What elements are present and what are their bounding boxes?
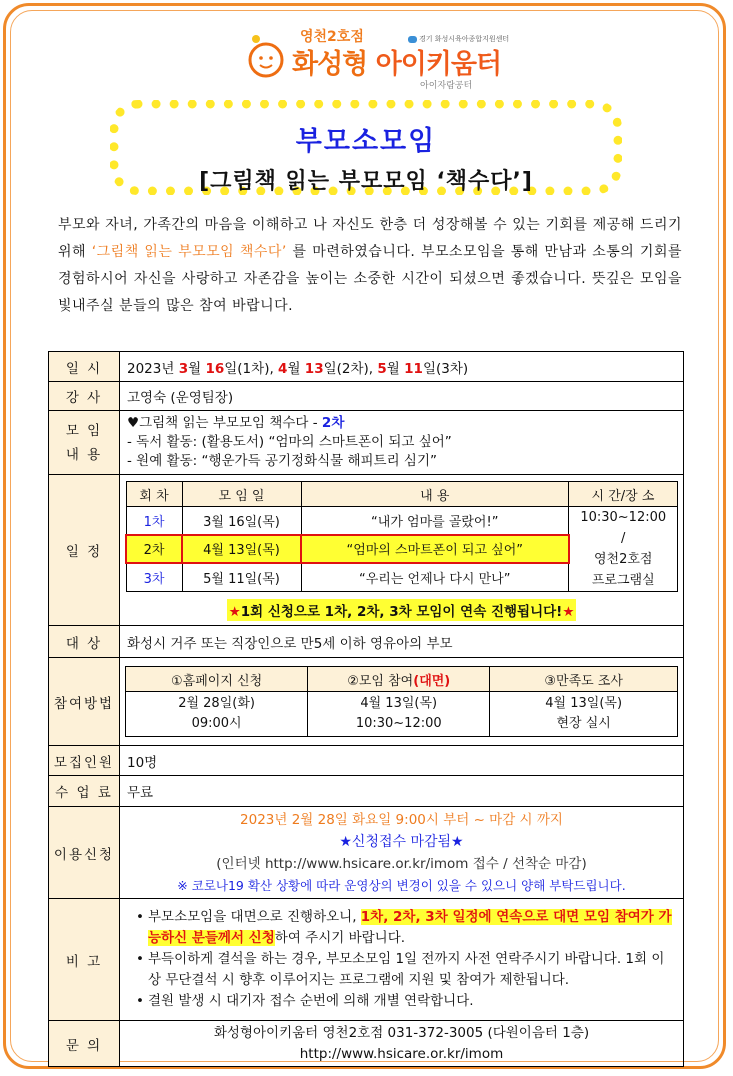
label-notes: 비 고 [49, 899, 120, 1021]
label-target: 대 상 [49, 626, 120, 658]
value-date: 2023년 3월 16일(1차), 4월 13일(2차), 5월 11일(3차) [120, 352, 684, 382]
row-date [49, 352, 684, 382]
label-fee: 수 업 료 [49, 776, 120, 807]
table-row: 3차 5월 11일(목) “우리는 언제나 다시 만나” [126, 563, 678, 591]
logo [244, 24, 510, 94]
list-item: • 부모소모임을 대면으로 진행하오니, 1차, 2차, 3차 일정에 연속으로 대면 모임 참여가 가능하신 분들께서 신청하여 주시기 바랍니다. [148, 907, 673, 949]
value-contact: 화성형아이키움터 영천2호점 031-372-3005 (다원이음터 1층) http://www.hsicare.or.kr/imom [120, 1021, 684, 1067]
row-apply [49, 807, 684, 899]
page-title: 부모소모임 [295, 126, 437, 157]
schedule-header-round: 회 차 [126, 482, 182, 507]
info-table [48, 351, 684, 1067]
value-lecturer: 고영숙 (운영팀장) [120, 382, 684, 411]
row-notes [49, 899, 684, 1021]
logo-branch: 영천2호점 [300, 29, 364, 45]
value-content: ♥그림책 읽는 부모모임 책수다 - 2차 - 독서 활동: (활용도서) “엄마의 스마트폰이 되고 싶어” - 원예 활동: “행운가득 공기정화식물 해피트리 심기” [120, 411, 684, 475]
label-recruit: 모집인원 [49, 746, 120, 776]
label-lecturer: 강 사 [49, 382, 120, 411]
method-table: ①홈페이지 신청 ②모임 참여(대면) ③만족도 조사 2월 28일(화) 09:00시 4월 13일(목) 10:30~12:00 4월 13일(목) 현장 실시 [125, 666, 678, 737]
label-schedule: 일 정 [49, 475, 120, 626]
label-method: 참여방법 [49, 658, 120, 746]
row-lecturer [49, 382, 684, 411]
schedule-header-content: 내 용 [301, 482, 569, 507]
row-contact [49, 1021, 684, 1067]
label-date: 일 시 [49, 352, 120, 382]
value-fee: 무료 [120, 776, 684, 807]
list-item: • 부득이하게 결석을 하는 경우, 부모소모임 1일 전까지 사전 연락주시기 바랍니다. 1회 이상 무단결석 시 향후 이루어지는 프로그램에 지원 및 참여가 제한됩니다. [148, 949, 673, 991]
schedule-notice: ★1회 신청으로 1차, 2차, 3차 모임이 연속 진행됩니다!★ [125, 599, 678, 621]
value-recruit: 10명 [120, 746, 684, 776]
value-schedule [120, 475, 684, 626]
schedule-header-time: 시 간/장 소 [569, 482, 678, 507]
row-fee [49, 776, 684, 807]
row-content [49, 411, 684, 475]
intro-highlight: ‘그림책 읽는 부모모임 책수다’ [91, 244, 287, 260]
title-box [110, 100, 622, 195]
notes-list [134, 907, 673, 1012]
logo-sub: 아이자람공터 [420, 81, 473, 91]
schedule-header-date: 모 임 일 [182, 482, 301, 507]
logo-name: 화성형 아이키움터 [292, 49, 502, 80]
value-target: 화성시 거주 또는 직장인으로 만5세 이하 영유아의 부모 [120, 626, 684, 658]
list-item: • 결원 발생 시 대기자 접수 순번에 의해 개별 연락합니다. [148, 991, 673, 1012]
row-recruit [49, 746, 684, 776]
label-apply: 이용신청 [49, 807, 120, 899]
table-row: 1차 3월 16일(목) “내가 엄마를 골랐어!” 10:30~12:00 / 영천2호점 프로그램실 [126, 507, 678, 535]
value-apply: 2023년 2월 28일 화요일 9:00시 부터 ~ 마감 시 까지 ★신청접수 마감됨★ (인터넷 http://www.hsicare.or.kr/imom 접수 / 선착순 마감) ※ 코로나19 확산 상황에 따라 운영상의 변경이 있을 수 있으니 양해 부탁드립니다. [120, 807, 684, 899]
value-method [120, 658, 684, 746]
contact-link[interactable]: http://www.hsicare.or.kr/imom [299, 1045, 504, 1062]
row-method [49, 658, 684, 746]
label-contact: 문 의 [49, 1021, 120, 1067]
child-face-icon [244, 30, 288, 78]
schedule-table [125, 481, 678, 592]
table-row-highlighted: 2차 4월 13일(목) “엄마의 스마트폰이 되고 싶어” [126, 535, 678, 564]
row-target [49, 626, 684, 658]
page-subtitle: [그림책 읽는 부모모임 ‘책수다’] [199, 169, 533, 194]
row-schedule [49, 475, 684, 626]
value-notes [120, 899, 684, 1021]
logo-center: 경기 화성시육아종합지원센터 [408, 34, 509, 44]
intro-paragraph: 부모와 자녀, 가족간의 마음을 이해하고 나 자신도 한층 더 성장해볼 수 있는 기회를 제공해 드리기 위해 ‘그림책 읽는 부모모임 책수다’ 를 마련하였습니다. 부모소모임을 통해 만남과 소통의 기회를 경험하시어 자신을 사랑하고 자존감을 높이는 소중한 시간이 되셨으면 좋겠습니다. 뜻깊은 모임을 빛내주실 분들의 많은 참여 바랍니다. [58, 217, 682, 314]
schedule-time-place: 10:30~12:00 / 영천2호점 프로그램실 [569, 507, 678, 592]
label-content: 모 임 내 용 [49, 411, 120, 475]
